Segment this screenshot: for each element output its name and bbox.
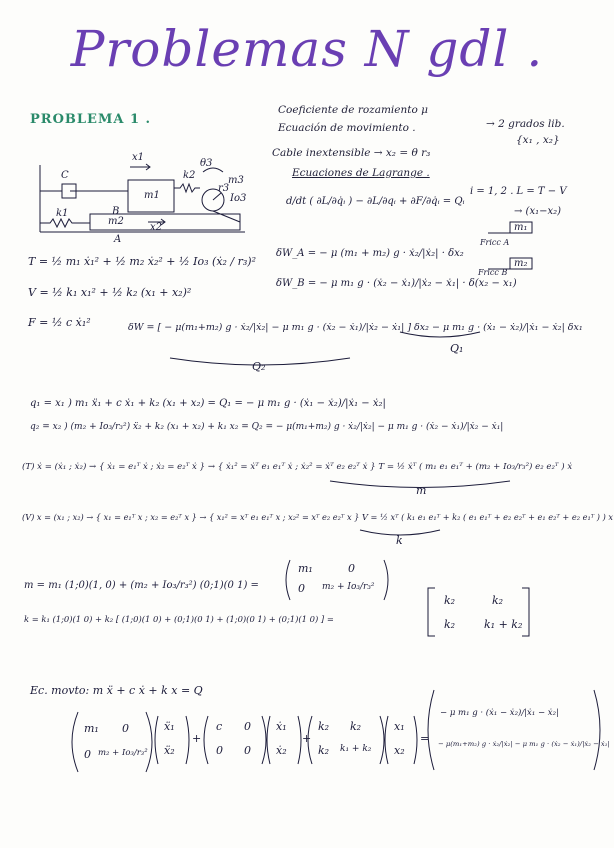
motion-rhs-1: − μ m₁ g · (ẋ₁ − ẋ₂)/|ẋ₁ − ẋ₂|: [440, 708, 559, 718]
motion-k-a12: k₂: [350, 720, 362, 733]
matrix-form-V-under: k: [396, 534, 403, 547]
motion-c-a22: 0: [244, 744, 251, 757]
label-x1: x1: [132, 152, 145, 163]
motion-pos-2: x₂: [394, 744, 405, 757]
q2-label: Q₂: [252, 360, 266, 373]
dissipation-function: F = ½ c ẋ₁²: [28, 316, 91, 329]
mass-matrix-a21: 0: [298, 582, 305, 595]
motion-plus-2: +: [302, 732, 312, 745]
label-b: B: [112, 206, 120, 217]
label-k1: k1: [56, 208, 69, 219]
motion-equation-title: Ec. movto: m ẍ + c ẋ + k x = Q: [30, 684, 203, 697]
note-dof-vars: {x₁ , x₂}: [516, 134, 560, 146]
matrix-form-T-under: m: [416, 484, 427, 497]
q1-label: Q₁: [450, 342, 464, 355]
note-dof: → 2 grados lib.: [486, 118, 565, 130]
label-x2: x2: [150, 222, 163, 233]
label-m3: m3: [228, 175, 244, 186]
motion-k-a22: k₁ + k₂: [340, 744, 372, 754]
motion-vel-2: ẋ₂: [276, 744, 287, 757]
note-equation: Ecuación de movimiento .: [278, 122, 416, 134]
stiffness-matrix-line: k = k₁ (1;0)(1 0) + k₂ [ (1;0)(1 0) + (0;1)(0 1) + (1;0)(0 1) + (0;1)(1 0) ] =: [24, 614, 334, 624]
motion-k-a21: k₂: [318, 744, 330, 757]
equation-q1: q₁ = x₁ ) m₁ ẍ₁ + c ẋ₁ + k₂ (x₁ + x₂) = Q₁ = − μ m₁ g · (ẋ₁ − ẋ₂)/|ẋ₁ − ẋ₂|: [30, 398, 386, 409]
motion-c-a21: 0: [216, 744, 223, 757]
fb-fric-a: Fricc A: [480, 238, 510, 247]
mass-matrix-a22: m₂ + Io₃/r₃²: [322, 582, 375, 592]
problem-label: PROBLEMA 1 .: [30, 112, 152, 127]
stiffness-matrix-a11: k₂: [444, 594, 456, 607]
stiffness-matrix-a12: k₂: [492, 594, 504, 607]
mass-matrix-a12: 0: [348, 562, 355, 575]
stiffness-matrix-a22: k₁ + k₂: [484, 618, 523, 631]
motion-equals: =: [420, 732, 430, 745]
fb-box-bot: m₂: [514, 258, 528, 269]
fb-fric-b: Fricc B: [478, 268, 508, 277]
page-title: Problemas N gdl .: [70, 20, 544, 78]
equation-q2: q₂ = x₂ ) (m₂ + Io₃/r₃²) ẍ₂ + k₂ (x₁ + x₂) + k₁ x₂ = Q₂ = − μ(m₁+m₂) g · ẋ₂/|ẋ₂| − μ m₁ g · (ẋ₂ − ẋ₁)/|ẋ₂ − ẋ₁|: [30, 422, 504, 432]
motion-rhs-2: − μ(m₁+m₂) g · ẋ₂/|ẋ₂| − μ m₁ g · (ẋ₂ − ẋ₁)/|ẋ₂ − ẋ₁|: [438, 740, 610, 748]
matrix-form-T: (T) ẋ = (ẋ₁ ; ẋ₂) → { ẋ₁ = e₁ᵀ ẋ ; ẋ₂ = e₂ᵀ ẋ } → { ẋ₁² = ẋᵀ e₁ e₁ᵀ ẋ ; ẋ₂² = ẋᵀ e₂ e₂ᵀ ẋ } T = ½ ẋᵀ ( m₁ e₁ e₁ᵀ + (m₂ + Io₃/r₃²) e₂ e₂ᵀ ) ẋ: [22, 462, 573, 472]
label-r3: r3: [218, 183, 230, 194]
potential-energy: V = ½ k₁ x₁² + ½ k₂ (x₁ + x₂)²: [28, 286, 192, 299]
motion-plus-1: +: [192, 732, 202, 745]
lagrange-index: i = 1, 2 . L = T − V: [470, 186, 567, 197]
motion-acc-2: ẍ₂: [164, 744, 175, 757]
stiffness-matrix-a21: k₂: [444, 618, 456, 631]
virtual-work-a: δW_A = − μ (m₁ + m₂) g · ẋ₂/|ẋ₂| · δx₂: [276, 248, 464, 259]
mass-matrix-a11: m₁: [298, 562, 313, 575]
lagrange-equation: d/dt ( ∂L/∂q̇ᵢ ) − ∂L/∂qᵢ + ∂F/∂q̇ᵢ = Qᵢ: [286, 196, 465, 207]
motion-c-a11: c: [216, 720, 223, 733]
label-m1: m1: [144, 190, 160, 201]
motion-acc-1: ẍ₁: [164, 720, 175, 733]
motion-vel-1: ẋ₁: [276, 720, 287, 733]
label-c: C: [61, 170, 69, 181]
mass-matrix-line: m = m₁ (1;0)(1, 0) + (m₂ + Io₃/r₃²) (0;1)(0 1) =: [24, 580, 259, 591]
label-a: A: [114, 234, 122, 245]
virtual-work-b: δW_B = − μ m₁ g · (ẋ₂ − ẋ₁)/|ẋ₂ − ẋ₁| · δ(x₂ − x₁): [276, 278, 517, 289]
kinetic-energy: T = ½ m₁ ẋ₁² + ½ m₂ ẋ₂² + ½ Io₃ (ẋ₂ / r₃)²: [28, 255, 257, 268]
matrix-form-V: (V) x = (x₁ ; x₂) → { x₁ = e₁ᵀ x ; x₂ = e₂ᵀ x } → { x₁² = xᵀ e₁ e₁ᵀ x ; x₂² = xᵀ e₂ e₂ᵀ x } V = ½ xᵀ ( k₁ e₁ e₁ᵀ + k₂ ( e₁ e₁ᵀ + e₂ e₂ᵀ + e₁ e₂ᵀ + e₂ e₁ᵀ ) ) x: [22, 512, 614, 522]
motion-m-a21: 0: [84, 748, 91, 761]
motion-c-a12: 0: [244, 720, 251, 733]
motion-k-a11: k₂: [318, 720, 330, 733]
note-friction: Coeficiente de rozamiento μ: [278, 104, 428, 116]
motion-pos-1: x₁: [394, 720, 405, 733]
note-cable: Cable inextensible → x₂ = θ r₃: [272, 147, 431, 159]
virtual-work-total: δW = [ − μ(m₁+m₂) g · ẋ₂/|ẋ₂| − μ m₁ g · (ẋ₂ − ẋ₁)/|ẋ₂ − ẋ₁| ] δx₂ − μ m₁ g · (ẋ₁ − ẋ₂)/|ẋ₁ − ẋ₂| δx₁: [128, 322, 583, 333]
motion-m-a22: m₂ + Io₃/r₃²: [98, 748, 148, 758]
fb-sign: → (x₁−x₂): [514, 206, 562, 217]
fb-box-top: m₁: [514, 222, 528, 233]
motion-m-a12: 0: [122, 722, 129, 735]
motion-m-a11: m₁: [84, 722, 99, 735]
label-k2: k2: [183, 170, 196, 181]
note-lagrange: Ecuaciones de Lagrange .: [292, 167, 430, 179]
label-m2: m2: [108, 216, 124, 227]
label-io3: Io3: [230, 193, 247, 204]
label-theta3: θ3: [200, 158, 213, 169]
